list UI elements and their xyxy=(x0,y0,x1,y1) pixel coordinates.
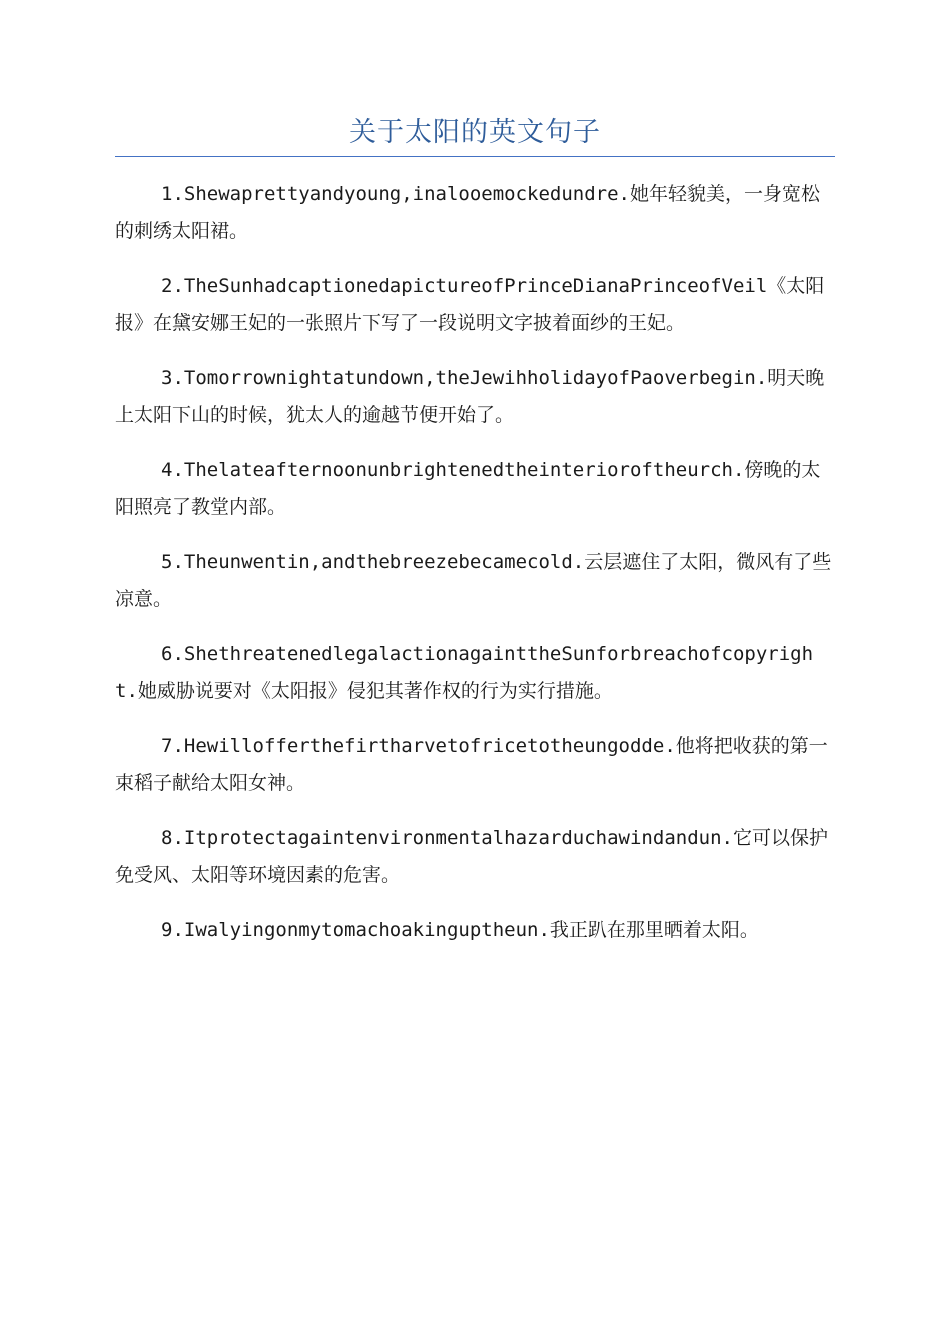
paragraph-9: 9.Iwalyingonmytomachoakinguptheun.我正趴在那里晒着太阳。 xyxy=(161,919,759,941)
paragraph-8: 8.Itprotectagaintenvironmentalhazarduchawindandun.它可以保护免受风、太阳等环境因素的危害。 xyxy=(115,827,828,886)
paragraph-4: 4.Thelateafternoonunbrightenedtheinterioroftheurch.傍晚的太阳照亮了教堂内部。 xyxy=(115,459,821,518)
paragraph-2: 2.TheSunhadcaptionedapictureofPrinceDianaPrinceofVeil《太阳报》在黛安娜王妃的一张照片下写了一段说明文字披着面纱的王妃。 xyxy=(115,275,825,334)
paragraph-5: 5.Theunwentin,andthebreezebecamecold.云层遮住了太阳，微风有了些凉意。 xyxy=(115,551,832,610)
paragraph-3: 3.Tomorrownightatundown,theJewihholidayofPaoverbegin.明天晚上太阳下山的时候，犹太人的逾越节便开始了。 xyxy=(115,367,825,426)
paragraph-7: 7.Hewillofferthefirtharvetofricetotheungodde.他将把收获的第一束稻子献给太阳女神。 xyxy=(115,735,828,794)
page-title: 关于太阳的英文句子 xyxy=(349,117,601,148)
title-block xyxy=(115,112,835,157)
paragraph-1: 1.Shewaprettyandyoung,inalooemockedundre.她年轻貌美，一身宽松的刺绣太阳裙。 xyxy=(115,183,820,242)
paragraph-6: 6.ShethreatenedlegalactionagainttheSunforbreachofcopyright.她威胁说要对《太阳报》侵犯其著作权的行为实行措施。 xyxy=(115,643,814,702)
document-body xyxy=(115,176,835,967)
